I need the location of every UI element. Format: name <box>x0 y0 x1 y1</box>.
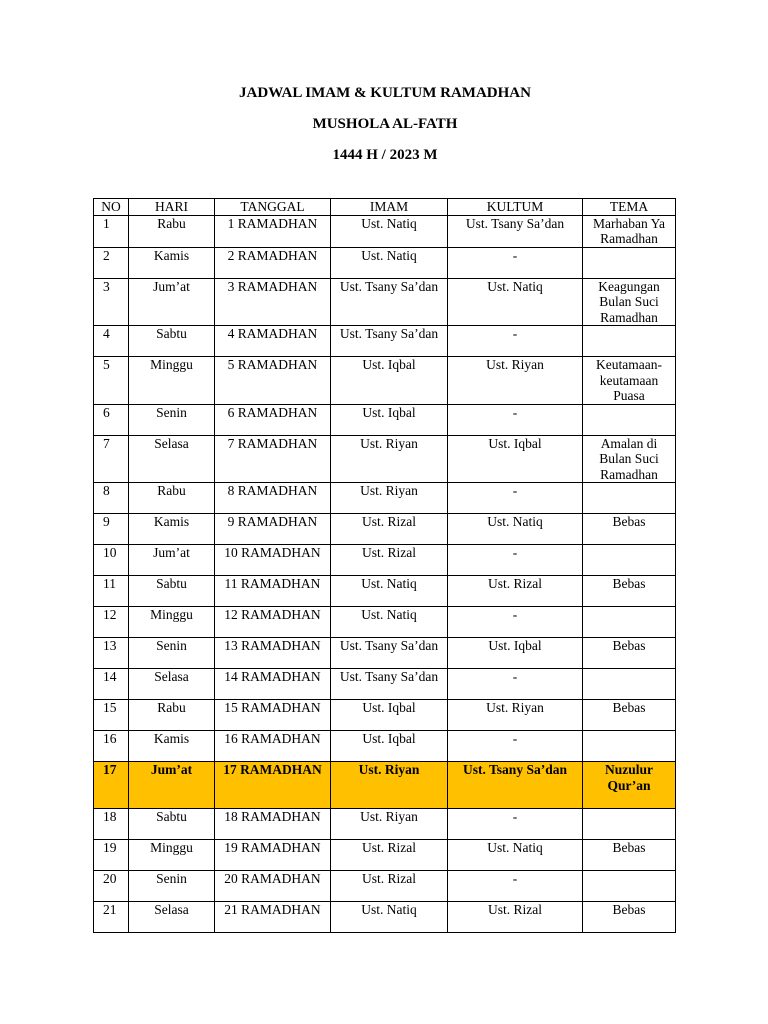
table-row <box>94 731 676 762</box>
cell-tema: Bebas <box>583 638 676 669</box>
title-line-2: MUSHOLA AL-FATH <box>312 116 458 132</box>
cell-tanggal: 7 RAMADHAN <box>215 435 331 483</box>
cell-tema: Bebas <box>583 514 676 545</box>
cell-no: 14 <box>94 669 129 700</box>
cell-tema <box>583 545 676 576</box>
cell-tanggal: 21 RAMADHAN <box>215 902 331 933</box>
cell-tanggal: 6 RAMADHAN <box>215 404 331 435</box>
cell-no: 10 <box>94 545 129 576</box>
cell-tema <box>583 326 676 357</box>
cell-tanggal: 9 RAMADHAN <box>215 514 331 545</box>
cell-tanggal: 18 RAMADHAN <box>215 809 331 840</box>
cell-imam: Ust. Riyan <box>331 809 448 840</box>
cell-tema <box>583 871 676 902</box>
table-row <box>94 215 676 247</box>
cell-kultum: - <box>448 731 583 762</box>
cell-hari: Sabtu <box>129 576 215 607</box>
cell-no: 11 <box>94 576 129 607</box>
cell-tema <box>583 404 676 435</box>
table-row <box>94 638 676 669</box>
cell-imam: Ust. Riyan <box>331 762 448 809</box>
cell-kultum: - <box>448 871 583 902</box>
cell-tema: Bebas <box>583 700 676 731</box>
header-kultum: KULTUM <box>448 199 583 216</box>
cell-tema: Keutamaan-keutamaan Puasa <box>583 357 676 405</box>
cell-hari: Senin <box>129 871 215 902</box>
table-row <box>94 762 676 809</box>
table-row <box>94 871 676 902</box>
cell-hari: Kamis <box>129 514 215 545</box>
cell-hari: Sabtu <box>129 809 215 840</box>
table-header-row <box>94 199 676 216</box>
document-title <box>0 86 768 179</box>
cell-tema: Bebas <box>583 840 676 871</box>
cell-kultum: Ust. Tsany Sa’dan <box>448 762 583 809</box>
cell-tanggal: 5 RAMADHAN <box>215 357 331 405</box>
cell-hari: Minggu <box>129 357 215 405</box>
cell-hari: Selasa <box>129 669 215 700</box>
cell-kultum: - <box>448 326 583 357</box>
cell-tanggal: 11 RAMADHAN <box>215 576 331 607</box>
cell-imam: Ust. Natiq <box>331 576 448 607</box>
cell-tanggal: 12 RAMADHAN <box>215 607 331 638</box>
schedule-table <box>93 198 676 933</box>
cell-no: 8 <box>94 483 129 514</box>
cell-imam: Ust. Tsany Sa’dan <box>331 326 448 357</box>
cell-imam: Ust. Natiq <box>331 902 448 933</box>
cell-imam: Ust. Tsany Sa’dan <box>331 278 448 326</box>
cell-kultum: Ust. Natiq <box>448 514 583 545</box>
cell-hari: Selasa <box>129 902 215 933</box>
cell-no: 3 <box>94 278 129 326</box>
header-tema: TEMA <box>583 199 676 216</box>
cell-kultum: Ust. Iqbal <box>448 435 583 483</box>
cell-tanggal: 3 RAMADHAN <box>215 278 331 326</box>
cell-imam: Ust. Iqbal <box>331 731 448 762</box>
table-row <box>94 278 676 326</box>
cell-imam: Ust. Natiq <box>331 607 448 638</box>
cell-tanggal: 4 RAMADHAN <box>215 326 331 357</box>
cell-kultum: Ust. Rizal <box>448 902 583 933</box>
cell-no: 20 <box>94 871 129 902</box>
cell-no: 7 <box>94 435 129 483</box>
cell-imam: Ust. Rizal <box>331 545 448 576</box>
cell-imam: Ust. Riyan <box>331 483 448 514</box>
cell-imam: Ust. Iqbal <box>331 700 448 731</box>
cell-no: 4 <box>94 326 129 357</box>
cell-hari: Sabtu <box>129 326 215 357</box>
table-row <box>94 809 676 840</box>
table-row <box>94 700 676 731</box>
cell-no: 18 <box>94 809 129 840</box>
cell-tema <box>583 247 676 278</box>
cell-kultum: Ust. Rizal <box>448 576 583 607</box>
cell-kultum: - <box>448 247 583 278</box>
cell-kultum: - <box>448 669 583 700</box>
table-row <box>94 483 676 514</box>
cell-imam: Ust. Natiq <box>331 215 448 247</box>
cell-no: 17 <box>94 762 129 809</box>
cell-hari: Rabu <box>129 215 215 247</box>
cell-imam: Ust. Rizal <box>331 840 448 871</box>
cell-kultum: - <box>448 404 583 435</box>
cell-imam: Ust. Iqbal <box>331 404 448 435</box>
cell-tema <box>583 669 676 700</box>
title-line-1: JADWAL IMAM & KULTUM RAMADHAN <box>239 85 531 101</box>
cell-kultum: Ust. Tsany Sa’dan <box>448 215 583 247</box>
schedule-body <box>94 215 676 933</box>
table-row <box>94 545 676 576</box>
cell-tanggal: 19 RAMADHAN <box>215 840 331 871</box>
cell-imam: Ust. Rizal <box>331 514 448 545</box>
cell-hari: Jum’at <box>129 545 215 576</box>
cell-tema: Marhaban Ya Ramadhan <box>583 215 676 247</box>
header-tanggal: TANGGAL <box>215 199 331 216</box>
cell-kultum: Ust. Natiq <box>448 840 583 871</box>
table-row <box>94 435 676 483</box>
cell-tema: Keagungan Bulan Suci Ramadhan <box>583 278 676 326</box>
cell-hari: Minggu <box>129 840 215 871</box>
table-row <box>94 357 676 405</box>
table-row <box>94 669 676 700</box>
cell-tanggal: 16 RAMADHAN <box>215 731 331 762</box>
cell-hari: Rabu <box>129 700 215 731</box>
table-row <box>94 902 676 933</box>
table-row <box>94 326 676 357</box>
cell-tema <box>583 483 676 514</box>
cell-no: 15 <box>94 700 129 731</box>
cell-no: 21 <box>94 902 129 933</box>
cell-imam: Ust. Tsany Sa’dan <box>331 669 448 700</box>
cell-no: 12 <box>94 607 129 638</box>
cell-tema: Bebas <box>583 902 676 933</box>
cell-imam: Ust. Tsany Sa’dan <box>331 638 448 669</box>
table-row <box>94 607 676 638</box>
cell-hari: Selasa <box>129 435 215 483</box>
cell-no: 19 <box>94 840 129 871</box>
cell-imam: Ust. Iqbal <box>331 357 448 405</box>
cell-kultum: - <box>448 809 583 840</box>
cell-no: 2 <box>94 247 129 278</box>
cell-tema <box>583 809 676 840</box>
cell-tanggal: 10 RAMADHAN <box>215 545 331 576</box>
cell-tanggal: 8 RAMADHAN <box>215 483 331 514</box>
cell-hari: Minggu <box>129 607 215 638</box>
cell-no: 9 <box>94 514 129 545</box>
cell-hari: Senin <box>129 404 215 435</box>
cell-kultum: Ust. Riyan <box>448 357 583 405</box>
cell-kultum: Ust. Riyan <box>448 700 583 731</box>
header-imam: IMAM <box>331 199 448 216</box>
cell-no: 1 <box>94 215 129 247</box>
cell-no: 13 <box>94 638 129 669</box>
cell-no: 6 <box>94 404 129 435</box>
header-no: NO <box>94 199 129 216</box>
cell-kultum: Ust. Iqbal <box>448 638 583 669</box>
cell-no: 5 <box>94 357 129 405</box>
cell-no: 16 <box>94 731 129 762</box>
cell-tanggal: 17 RAMADHAN <box>215 762 331 809</box>
cell-imam: Ust. Natiq <box>331 247 448 278</box>
table-row <box>94 247 676 278</box>
cell-tema <box>583 607 676 638</box>
cell-tanggal: 20 RAMADHAN <box>215 871 331 902</box>
cell-tema: Amalan di Bulan Suci Ramadhan <box>583 435 676 483</box>
cell-tanggal: 2 RAMADHAN <box>215 247 331 278</box>
cell-hari: Kamis <box>129 247 215 278</box>
cell-tema <box>583 731 676 762</box>
cell-kultum: - <box>448 483 583 514</box>
cell-tanggal: 14 RAMADHAN <box>215 669 331 700</box>
cell-hari: Jum’at <box>129 278 215 326</box>
cell-tanggal: 15 RAMADHAN <box>215 700 331 731</box>
table-row <box>94 576 676 607</box>
cell-tema: Bebas <box>583 576 676 607</box>
title-line-3: 1444 H / 2023 M <box>332 147 438 163</box>
cell-hari: Rabu <box>129 483 215 514</box>
cell-hari: Jum’at <box>129 762 215 809</box>
cell-hari: Senin <box>129 638 215 669</box>
cell-tanggal: 13 RAMADHAN <box>215 638 331 669</box>
cell-imam: Ust. Riyan <box>331 435 448 483</box>
cell-kultum: - <box>448 545 583 576</box>
table-row <box>94 514 676 545</box>
cell-kultum: - <box>448 607 583 638</box>
header-hari: HARI <box>129 199 215 216</box>
cell-imam: Ust. Rizal <box>331 871 448 902</box>
cell-tanggal: 1 RAMADHAN <box>215 215 331 247</box>
cell-tema: Nuzulur Qur’an <box>583 762 676 809</box>
table-row <box>94 404 676 435</box>
cell-hari: Kamis <box>129 731 215 762</box>
table-row <box>94 840 676 871</box>
cell-kultum: Ust. Natiq <box>448 278 583 326</box>
